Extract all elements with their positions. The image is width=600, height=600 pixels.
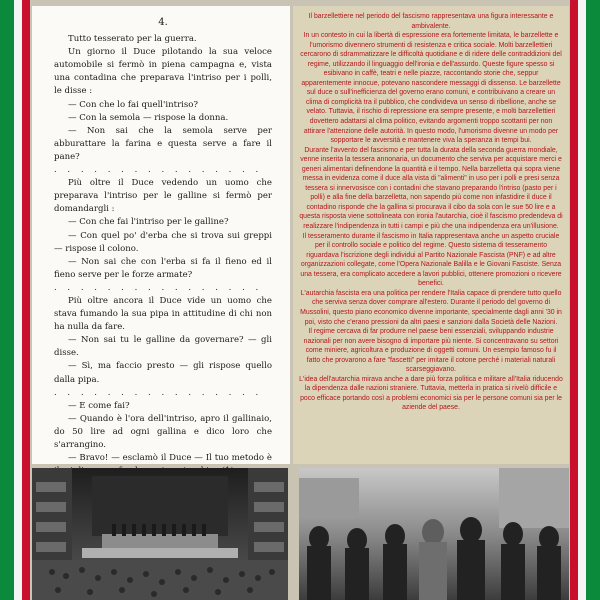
ellipsis-separator: . . . . . . . . . . . . . . . . <box>54 165 263 176</box>
ellipsis-separator: . . . . . . . . . . . . . . . . <box>54 387 263 398</box>
article-panel <box>293 6 569 464</box>
marching-photo-illustration <box>299 468 569 600</box>
flag-stripe-green-left <box>0 0 14 600</box>
joke-paragraph: Un giorno il Duce pilotando la sua veloce automobile si fermò in piena campagna e, vista una contadina che preparava l'intriso per i polli, le disse : <box>54 47 272 97</box>
flag-stripe-red-left <box>22 0 30 600</box>
article-paragraph: Durante l'avvento del fascismo e per tutta la durata della seconda guerra mondiale, venne inserita la tessera annonaria, un documento che serviva per acquistare merci e generi alimentari definendone la quantità e il tempo. Nella barzelletta qui sopra viene messa in evidenza come il duce alla vista di "alimenti" in uso per i polli e presi senza tessera si innervosisce con i contadini che stavano preparando l'intriso (pasto per i polli) e alla fine della barzelletta, non sapendo più come non infastidire il duce il contadino risponde che la gallina si procurava il cibo da sola con le sue 50 lire e a questa risposta viene sottolineata con ironia l'autarchia, cioè il fascismo predendeva di realizzare l'indipendenza in tutti i campi e più che una indipendenza era un'illusione. <box>299 146 563 231</box>
joke-paragraph: — Con che lo fai quell'intriso? <box>68 99 198 110</box>
joke-paragraph: Più oltre il Duce vedendo un uomo che preparava l'intriso per le galline si fermò per domandargli : <box>54 178 272 215</box>
joke-paragraph: Più oltre ancora il Duce vide un uomo che stava fumando la sua pipa in attitudine di chi non ha nulla da fare. <box>54 295 272 333</box>
page-number: 4. <box>158 17 168 28</box>
flag-stripe-white-right <box>578 0 586 600</box>
joke-paragraph: — Con che fai l'intriso per le galline? <box>68 217 229 228</box>
joke-paragraph: — Sì, ma faccio presto — gli rispose quello dalla pipa. <box>54 361 272 385</box>
joke-paragraph: — Non sai che con l'erba si fa il fieno ed il fieno serve per le forze armate? <box>54 256 272 280</box>
joke-paragraph: — Con quel po' d'erba che si trova sui greppi — rispose il colono. <box>54 230 272 254</box>
flag-stripe-white-left <box>14 0 22 600</box>
joke-text <box>54 33 272 478</box>
article-paragraph: Il tesseramento durante il fascismo in Italia rappresentava anche un aspetto cruciale per il controllo sociale e politico del regime. Questo sistema di tesseramento riguardava l'iscrizione degli individui al Partito Nazionale Fascista (PNF) e ad altre organizzazioni collegate, come l'Opera Nazionale Balilla e le Giovani Fasciste. Senza una tessera, era complicato accedere a lavori pubblici, ottenere promozioni o ricevere benefici. <box>300 232 562 288</box>
scanned-joke-page <box>32 6 290 464</box>
flag-stripe-green-right <box>586 0 600 600</box>
article-paragraph: L'autarchia fascista era una politica per rendere l'Italia capace di prendere tutto quello che serviva senza dover comprare all'estero. Durante il periodo del governo di Mussolini, questo piano economico divenne importante, specialmente dagli anni '30 in poi, visto che c'erano pressioni da altri paesi e sanzioni dalla Società delle Nazioni. <box>300 289 562 326</box>
duce-marching-photo <box>299 468 569 600</box>
joke-paragraph: Tutto tesserato per la guerra. <box>68 34 197 45</box>
article-paragraph: Il barzellettiere nel periodo del fascismo rappresentava una figura interessante e ambivalente. <box>308 13 554 30</box>
joke-paragraph: — E come fai? <box>68 400 130 411</box>
joke-paragraph: — Non sai che la semola serve per abburattare la farina e questa serve a fare il pane? <box>54 125 272 162</box>
article-paragraph: In un contesto in cui la libertà di espressione era fortemente limitata, le barzellette e l'umorismo divennero strumenti di resistenza e critica sociale. Molti barzellettieri cercarono di sdrammatizzare le difficoltà quotidiane e di ridere delle contraddizioni del regime, utilizzando il linguaggio dell'ironia e dell'assurdo. Queste figure spesso si esibivano in caffè, teatri e nelle piazze, raccontando storie che, seppur apparentemente innocue, potevano nascondere messaggi di dissenso. Le barzellette sul duce o sull'inefficienza del governo erano comuni, e contribuivano a creare un clima di complicità tra il pubblico, che condivideva un senso di ribellione, anche se velato. Tuttavia, il rischio di repressione era sempre presente, e molti barzellettieri dovettero adattarsi al clima politico, evitando argomenti troppo scottanti per non attirare l'attenzione delle autorità. In questo modo, l'umorismo divenne un modo per sopportare le avversità e mantenere viva la speranza in tempi bui. <box>300 32 562 145</box>
theatre-assembly-photo <box>32 468 288 600</box>
joke-paragraph: — Con la semola — rispose la donna. <box>68 112 229 123</box>
article-paragraph: L'idea dell'autarchia mirava anche a dare più forza politica e militare all'Italia riducendo la dipendenza dalle nazioni straniere. Tuttavia, metterla in pratica si rivelò difficile e poco efficace portando così a problemi economici sia per le persone comuni sia per le aziende del paese. <box>299 375 563 412</box>
joke-paragraph: — Quando è l'ora dell'intriso, apro il gallinaio, do 50 lire ad ogni gallina e dico loro che s'arrangino. <box>54 413 272 450</box>
theatre-photo-illustration <box>32 468 288 600</box>
flag-stripe-red-right <box>570 0 578 600</box>
article-paragraph: Il regime cercava di far produrre nel paese beni essenziali, sviluppando industrie nazionali per non avere bisogno di importare più niente. Si concentravano su settori come miniere, agricoltura e produzione di oggetti comuni. Un esempio famoso fu il fatto che provarono a fare "fascetti" per imitare il cotone perché i materiali naturali scarseggiavano. <box>303 328 559 374</box>
article-text <box>299 12 563 413</box>
ellipsis-separator: . . . . . . . . . . . . . . . . <box>54 282 263 293</box>
joke-paragraph: — Non sai tu le galline da governare? — gli disse. <box>54 335 272 359</box>
joke-paragraph: — Bravo! — esclamò il Duce — Il tuo metodo è <box>68 453 272 464</box>
